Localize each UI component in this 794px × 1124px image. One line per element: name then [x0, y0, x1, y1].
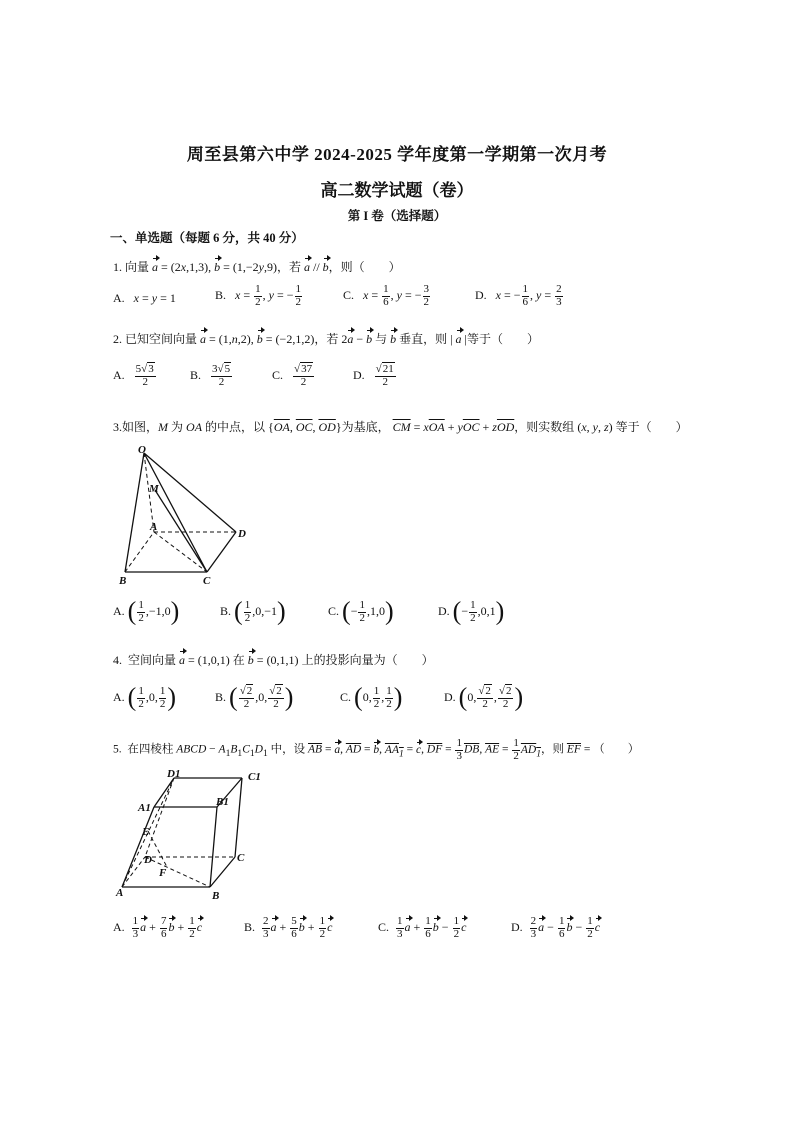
q1-option-d[interactable]: D. x = − $\frac{1}{6}$ , y = $\frac{2}{3}$ [475, 283, 562, 308]
q3-option-a[interactable]: A. ( $\frac{1}{2}$ ,−1,0) [113, 596, 180, 626]
fig3-label-b: B [119, 575, 127, 587]
fig3-label-a: A [150, 521, 158, 533]
q1-option-a[interactable]: A. x = y = 1 [113, 291, 176, 305]
q4-option-d[interactable]: D. (0, $\frac{√2}{2}$ , $\frac{√2}{2}$ ) [444, 682, 524, 712]
q3-option-c[interactable]: C. (− $\frac{1}{2}$ ,1,0) [328, 596, 394, 626]
q3-option-b[interactable]: B. ( $\frac{1}{2}$ ,0,−1) [220, 596, 286, 626]
fig5-label-d: D [144, 854, 152, 866]
exam-subtitle: 高二数学试题（卷） [320, 181, 474, 200]
figure-5-prism [112, 765, 272, 905]
q2-option-d[interactable]: D. $\frac{√21}{2}$ [353, 363, 394, 388]
q3-option-d[interactable]: D. (− $\frac{1}{2}$ ,0,1) [438, 596, 505, 626]
figure-3-tetrahedron [110, 440, 260, 590]
fig5-label-a1: A1 [138, 802, 151, 814]
fig5-label-d1: D1 [167, 768, 181, 780]
fig5-label-c1: C1 [248, 771, 261, 783]
q2-option-b[interactable]: B. $\frac{3√5}{2}$ [190, 363, 231, 388]
question-1-stem: 1. 向量 a = (2x,1,3), b = (1,−2y,9)，若 a // b，则（ ） [113, 260, 401, 274]
section-heading: 一、单选题（每题 6 分，共 40 分） [110, 231, 304, 245]
fig3-label-m: M [149, 483, 159, 495]
q2-option-c[interactable]: C. $\frac{√37}{2}$ [272, 363, 313, 388]
q5-option-c[interactable]: C. $\frac{1}{3}$ a + $\frac{1}{6}$ b − $\frac{1}{2}$ c [378, 915, 467, 940]
q1-option-b[interactable]: B. x = $\frac{1}{2}$ , y = − $\frac{1}{2}$ [215, 283, 301, 308]
q1-option-c[interactable]: C. x = $\frac{1}{6}$ , y = − $\frac{3}{2}$ [343, 283, 429, 308]
fig3-label-d: D [238, 528, 246, 540]
q4-option-a[interactable]: A. ( $\frac{1}{2}$ ,0, $\frac{1}{2}$ ) [113, 682, 177, 712]
q5-option-b[interactable]: B. $\frac{2}{3}$ a + $\frac{5}{6}$ b + $\frac{1}{2}$ c [244, 915, 333, 940]
fig5-label-e: E [142, 826, 150, 838]
fig3-label-o: O [138, 444, 146, 456]
fig5-label-a: A [116, 887, 124, 899]
question-2-stem: 2. 已知空间向量 a = (1,n,2), b = (−2,1,2)，若 2a − b 与 b 垂直，则 | a |等于（ ） [113, 332, 539, 346]
q5-option-d[interactable]: D. $\frac{2}{3}$ a − $\frac{1}{6}$ b − $\frac{1}{2}$ c [511, 915, 601, 940]
fig3-label-c: C [203, 575, 211, 587]
fig5-label-c: C [237, 852, 245, 864]
fig5-label-f: F [159, 867, 167, 879]
part-heading: 第 I 卷（选择题） [347, 209, 447, 223]
question-4-stem: 4. 空间向量 a = (1,0,1) 在 b = (0,1,1) 上的投影向量为（ ） [113, 653, 434, 667]
exam-title: 周至县第六中学 2024-2025 学年度第一学期第一次月考 [186, 145, 608, 164]
q4-option-c[interactable]: C. (0, $\frac{1}{2}$ , $\frac{1}{2}$ ) [340, 682, 403, 712]
question-5-stem: 5. 在四棱柱 ABCD − $A_1B_1C_1D_1$ 中，设 $\overline{AB} = a$, $\overline{AD} = b$, $AA_1 = c$, $\overline{DF}$ = $\frac{1}{3}$ $\overline{DB}$, $\overline{AE}$ = $\frac{1}{2}$ $AD_1$，则 $\overline{EF}$ = （ ） [113, 737, 640, 762]
question-3-stem: 3.如图，M 为 OA 的中点，以 {$\overline{OA}$, $\overline{OC}$, $\overline{OD}$}为基底， $\overline{CM} = x\overline{OA} + y\overline{OC} + z\overline{OD}$，则实数组 (x, y, z) 等于（ ） [113, 420, 688, 434]
q4-option-b[interactable]: B. ( $\frac{√2}{2}$ ,0, $\frac{√2}{2}$ ) [215, 682, 294, 712]
q2-option-a[interactable]: A. $\frac{5√3}{2}$ [113, 363, 154, 388]
q5-option-a[interactable]: A. $\frac{1}{3}$ a + $\frac{7}{6}$ b + $\frac{1}{2}$ c [113, 915, 203, 940]
fig5-label-b: B [212, 890, 220, 902]
fig5-label-b1: B1 [216, 796, 229, 808]
